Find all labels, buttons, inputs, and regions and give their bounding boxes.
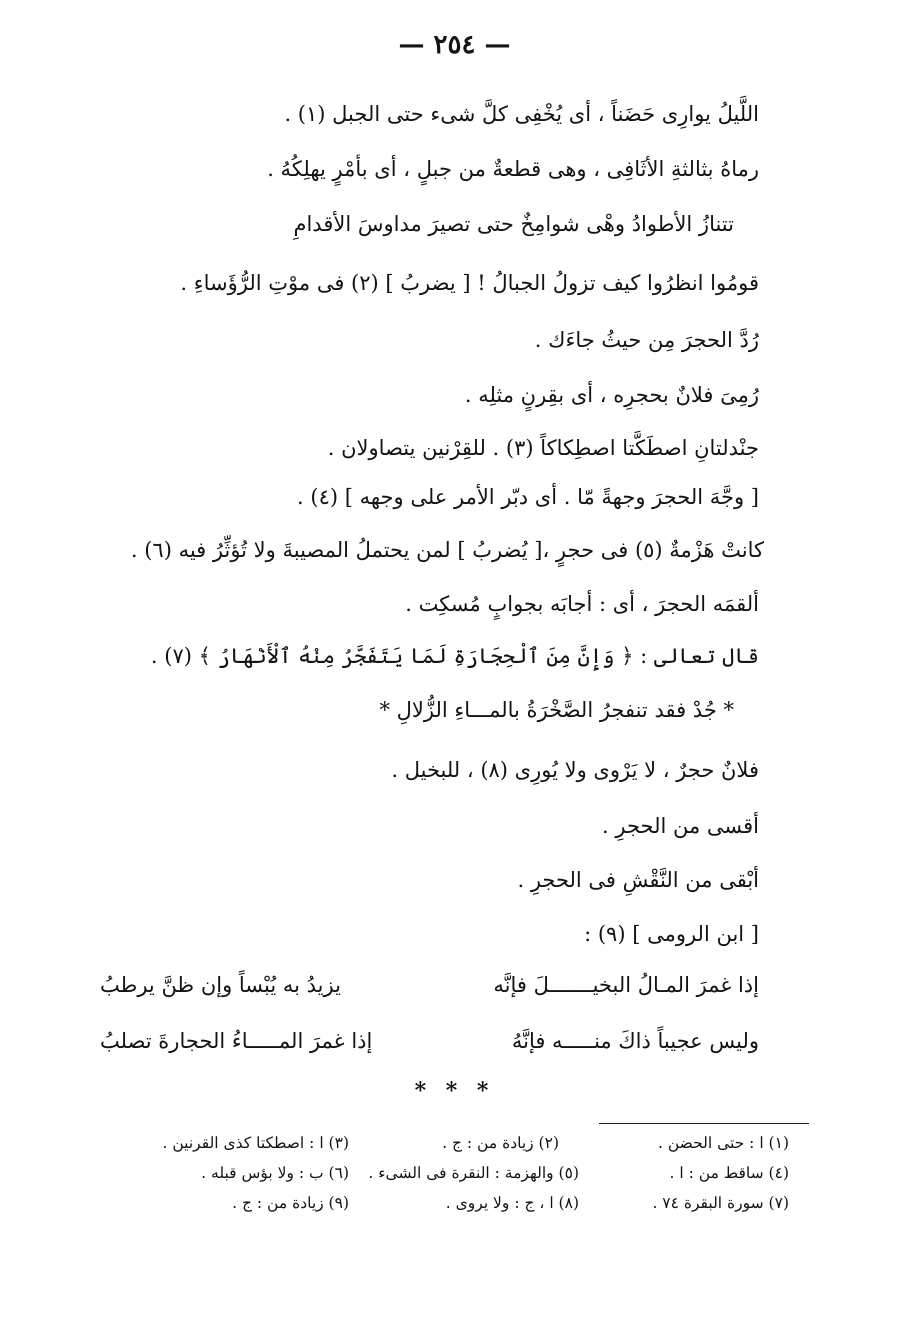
- text-line: ألقمَه الحجرَ ، أى : أجابَه بجوابٍ مُسكِت .: [405, 592, 759, 616]
- verse-line: [100, 1022, 759, 1060]
- text-line: رماهُ بثالثةِ الأثَافِى ، وهى قطعةٌ من جبلٍ ، أى بأمْرٍ يهلِكُهُ .: [267, 157, 759, 181]
- text-line: رُمِىَ فلانٌ بحجرِه ، أى بقِرنٍ مثلِه .: [464, 383, 759, 407]
- text-line: فلانٌ حجرٌ ، لا يَرْوى ولا يُورِى (٨) ، للبخيل .: [391, 758, 759, 782]
- verse-line: [100, 966, 759, 1004]
- footnote: (٥) والهزمة : النقرة فى الشىء .: [368, 1164, 579, 1182]
- text-line: جنْدلتانِ اصطَكَّتا اصطِكاكاً (٣) . للقِرْنين يتصاولان .: [327, 436, 759, 460]
- footnote: (٦) ب : ولا بؤس قبله .: [201, 1164, 349, 1182]
- quran-verse-line: قال تعالى : ﴿ وَإِنَّ مِنَ ٱلْحِجَارَةِ لَمَا يَتَفَجَّرُ مِنْهُ ٱلْأَنْهَارُ ﴾ (٧) .: [150, 644, 759, 668]
- footnotes: [110, 1128, 789, 1218]
- footnote-row: [110, 1158, 789, 1188]
- verse-hemistich: إذا غمرَ المـــــاءُ الحجارةَ تصلبُ: [100, 1029, 373, 1053]
- footnote-row: [110, 1188, 789, 1218]
- text-line: أبْقى من النَّقْشِ فى الحجرِ .: [517, 868, 759, 892]
- text-line: [ وجَّهَ الحجرَ وجهةً مّا . أى دبّر الأمر على وجهه ] (٤) .: [297, 485, 759, 509]
- text-line: أقسى من الحجرِ .: [602, 814, 759, 838]
- text-line: رُدَّ الحجرَ مِن حيثُ جاءَك .: [534, 328, 759, 352]
- footnote: (٧) سورة البقرة ٧٤ .: [652, 1194, 789, 1212]
- poet-attribution: [ ابن الرومى ] (٩) :: [584, 922, 759, 946]
- text-line: كانتْ هَزْمةٌ (٥) فى حجرٍ ،[ يُضربُ ] لمن يحتملُ المصيبةَ ولا تُؤثِّرُ فيه (٦) .: [130, 538, 764, 562]
- verse-hemistich: وليس عجيباً ذاكَ منـــــه فإنَّهُ: [511, 1029, 759, 1053]
- text-line: تتنازُ الأطوادُ وهْى شوامِخٌ حتى تصيرَ مداوسَ الأقدامِ: [293, 212, 734, 236]
- footnote: (٩) زيادة من : ج .: [232, 1194, 349, 1212]
- verse-hemistich: يزيدُ به يُبْساً وإن ظنَّ يرطبُ: [100, 973, 341, 997]
- footnote: (٤) ساقط من : ا .: [669, 1164, 789, 1182]
- page-number: — ٢٥٤ —: [398, 30, 511, 60]
- section-separator: * * *: [414, 1078, 495, 1104]
- footnote: (١) ا : حتى الحضن .: [658, 1134, 789, 1152]
- text-line: اللَّيلُ يوارِى حَضَناً ، أى يُخْفِى كلَّ شىء حتى الجبل (١) .: [284, 102, 759, 126]
- footnote: (٢) زيادة من : ج .: [442, 1134, 559, 1152]
- text-line: قومُوا انظرُوا كيف تزولُ الجبالُ ! [ يضربُ ] (٢) فى موْتِ الرُّؤَساءِ .: [180, 271, 759, 295]
- footnote-divider: [599, 1123, 809, 1124]
- footnote: (٨) ا ، ج : ولا يروى .: [445, 1194, 579, 1212]
- footnote-row: [110, 1128, 789, 1158]
- poetry-line: * جُدْ فقد تنفجرُ الصَّخْرَةُ بالمـــاءِ الزُّلالِ *: [379, 698, 734, 722]
- footnote: (٣) ا : اصطكتا كذى القرنين .: [162, 1134, 349, 1152]
- verse-hemistich: إذا غمرَ المـالُ البخيـــــــلَ فإنَّه: [493, 973, 759, 997]
